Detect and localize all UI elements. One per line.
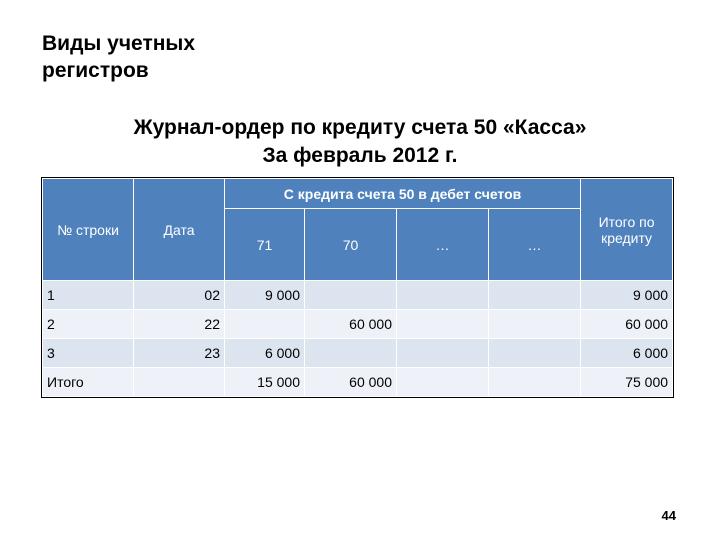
header-account-71: 71	[225, 209, 305, 281]
cell-date: 23	[134, 339, 225, 368]
header-row-number: № строки	[43, 179, 134, 281]
cell-account-70: 60 000	[305, 310, 397, 339]
header-credit-total: Итого по кредиту	[581, 179, 673, 281]
journal-title	[0, 114, 720, 170]
cell-account-71: 6 000	[225, 339, 305, 368]
journal-title-line-1: Журнал-ордер по кредиту счета 50 «Касса»	[133, 116, 587, 139]
cell-account-70	[305, 339, 397, 368]
table-row-totals	[43, 368, 673, 397]
header-account-ellipsis-1: …	[397, 209, 489, 281]
cell-row-number: 3	[43, 339, 134, 368]
cell-total: 60 000	[581, 310, 673, 339]
cell-account-other-2	[489, 310, 581, 339]
cell-account-71: 9 000	[225, 281, 305, 310]
cell-account-other-2	[489, 339, 581, 368]
cell-total: 9 000	[581, 281, 673, 310]
cell-date: 22	[134, 310, 225, 339]
table-row	[43, 281, 673, 310]
cell-account-other-2	[489, 281, 581, 310]
cell-account-other-1	[397, 310, 489, 339]
cell-account-other-1	[397, 368, 489, 397]
cell-row-number: 1	[43, 281, 134, 310]
cell-account-70: 60 000	[305, 368, 397, 397]
cell-account-other-2	[489, 368, 581, 397]
header-date: Дата	[134, 179, 225, 281]
header-credit-group: С кредита счета 50 в дебет счетов	[225, 179, 581, 209]
header-account-70: 70	[305, 209, 397, 281]
slide-heading: Виды учетных регистров	[42, 32, 196, 82]
table-row	[43, 310, 673, 339]
cell-account-other-1	[397, 281, 489, 310]
cell-account-71	[225, 310, 305, 339]
cell-date	[134, 368, 225, 397]
cell-account-70	[305, 281, 397, 310]
header-account-ellipsis-2: …	[489, 209, 581, 281]
journal-title-line-2: За февраль 2012 г.	[262, 144, 458, 167]
cell-account-71: 15 000	[225, 368, 305, 397]
cell-row-number: 2	[43, 310, 134, 339]
table-row	[43, 339, 673, 368]
cell-total: 6 000	[581, 339, 673, 368]
cell-total: 75 000	[581, 368, 673, 397]
journal-order-table	[42, 178, 673, 397]
cell-account-other-1	[397, 339, 489, 368]
page-number: 44	[661, 508, 676, 523]
cell-row-number: Итого	[43, 368, 134, 397]
cell-date: 02	[134, 281, 225, 310]
